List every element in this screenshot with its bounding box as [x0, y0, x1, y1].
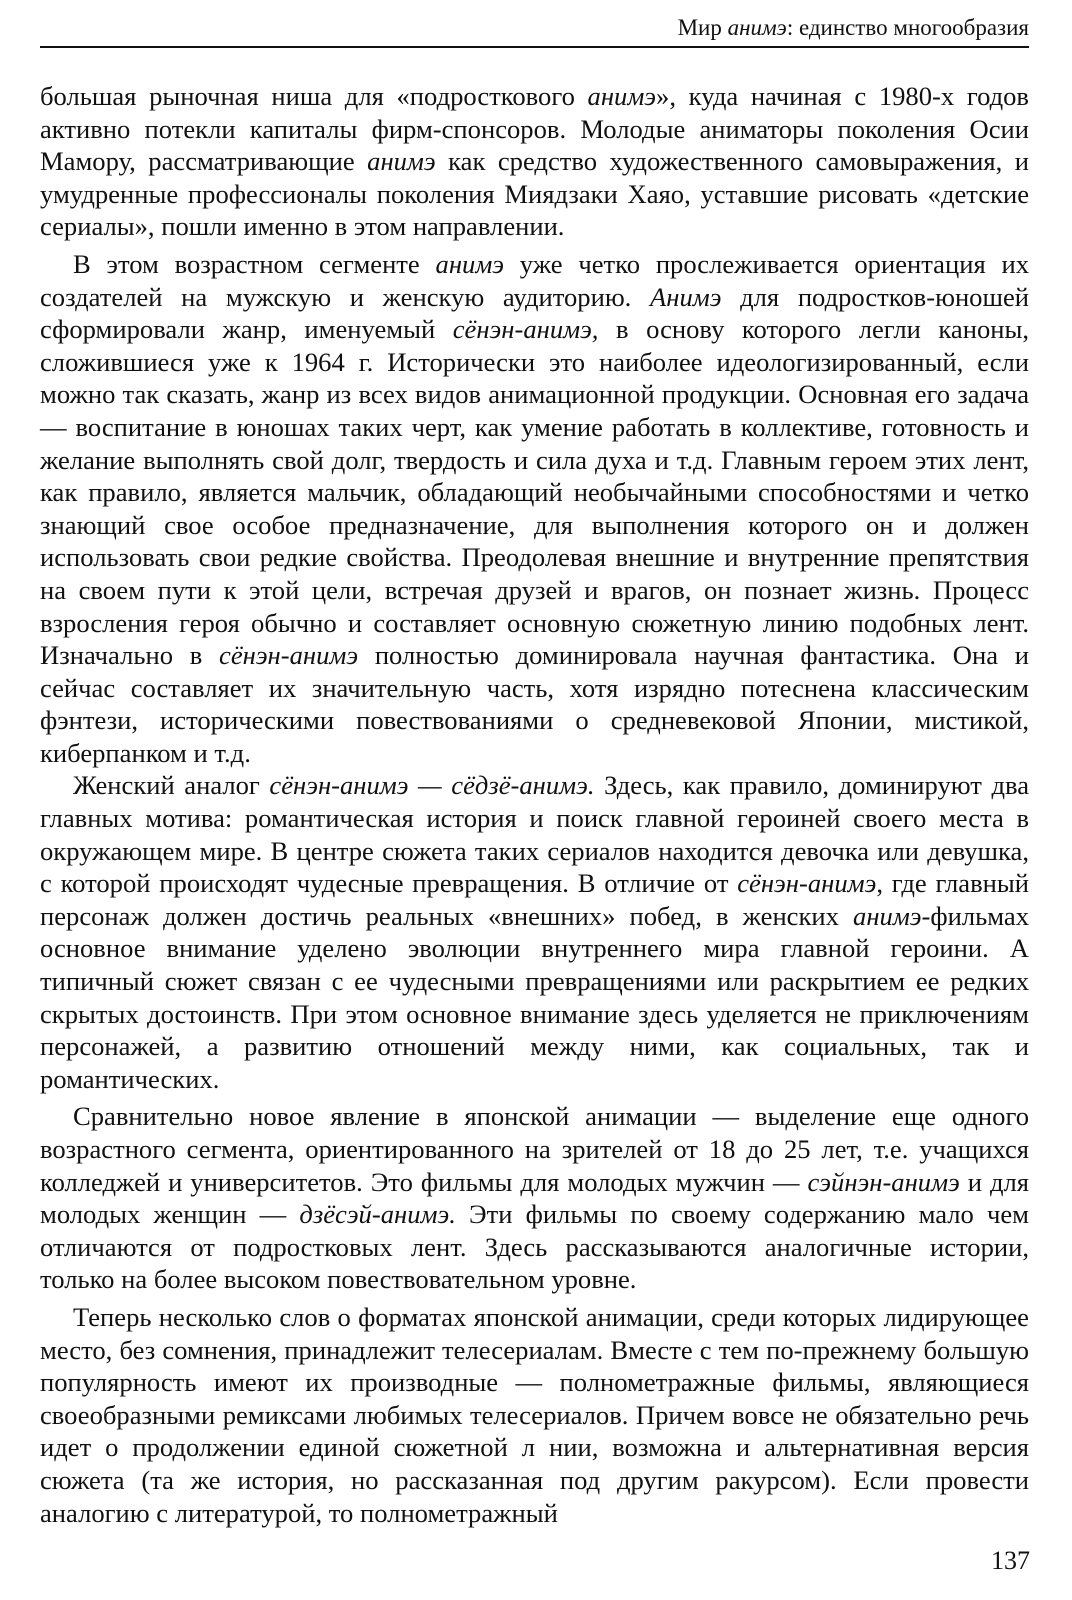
italic-term: анимэ	[367, 146, 436, 177]
running-header-italic-term: анимэ	[727, 15, 787, 40]
italic-term: сёнэн-анимэ,	[452, 314, 599, 345]
italic-term: сёнэн-анимэ	[219, 640, 359, 671]
running-header-suffix: : единство многообразия	[786, 15, 1029, 40]
italic-term: анимэ	[853, 900, 922, 931]
running-header	[40, 12, 1029, 48]
italic-term: сёнэн-анимэ	[737, 868, 877, 899]
italic-term: Анимэ	[650, 281, 722, 312]
paragraph-1: большая рыночная ниша для «подросткового анимэ», куда начиная с 1980-х годов активно потекли капиталы фирм-спонсоров. Молодые аниматоры поколения Осии Мамору, рассматривающие анимэ как средство художественного самовыражения, и умудренные профессионалы поколения Миядзаки Хаяо, уставшие рисовать «детские сериалы», пошли именно в этом направлении.	[40, 81, 1029, 242]
paragraph-5: Теперь несколько слов о форматах японской анимации, среди которых лидирующее место, без сомнения, принадлежит телесериалам. Вместе с тем по-прежнему большую популярность имеют их производные — полнометражные фильмы, являющиеся своеобразными ремиксами любимых телесериалов. Причем вовсе не обязательно речь идет о продолжении единой сюжетной л нии, возможна и альтернативная версия сюжета (та же история, но рассказанная под другим ракурсом). Если провести аналогию с литературой, то полнометражный	[40, 1301, 1029, 1528]
paragraph-3: Женский аналог сёнэн-анимэ — сёдзё-анимэ. Здесь, как правило, доминируют два главных мотива: романтическая история и поиск главной героиней своего места в окружающем мире. В центре сюжета таких сериалов находится девочка или девушка, с которой происходят чудесные превращения. В отличие от сёнэн-анимэ, где главный персонаж должен достичь реальных «внешних» побед, в женских анимэ-фильмах основное внимание уделено эволюции внутреннего мира главной героини. А типичный сюжет связан с ее чудесными превращениями или раскрытием ее редких скрытых достоинств. При этом основное внимание здесь уделяется не приключениям персонажей, а развитию отношений между ними, как социальных, так и романтических.	[40, 770, 1030, 1094]
paragraph-4: Сравнительно новое явление в японской анимации — выделение еще одного возрастного сегмента, ориентированного на зрителей от 18 до 25 лет, т.е. учащихся колледжей и университетов. Это фильмы для молодых мужчин — сэйнэн-анимэ и для молодых женщин — дзёсэй-анимэ. Эти фильмы по своему содержанию мало чем отличаются от подростковых лент. Здесь рассказываются аналогичные истории, только на более высоком повествовательном уровне.	[40, 1101, 1030, 1295]
italic-term: сёнэн-анимэ — сёдзё-анимэ.	[269, 770, 595, 801]
italic-term: анимэ	[435, 248, 505, 279]
italic-term: анимэ	[587, 81, 657, 111]
body-text	[40, 80, 1029, 1529]
paragraph-2: В этом возрастном сегменте анимэ уже четко прослеживается ориентация их создателей на мужскую и женскую аудиторию. Анимэ для подростков-юношей сформировали жанр, именуемый сёнэн-анимэ, в основу которого легли каноны, сложившиеся уже к 1964 г. Исторически это наиболее идеологизированный, если можно так сказать, жанр из всех видов анимационной продукции. Основная его задача — воспитание в юношах таких черт, как умение работать в коллективе, готовность и желание выполнять свой долг, твердость и сила духа и т.д. Главным героем этих лент, как правило, является мальчик, обладающий необычайными способностями и четко знающий свое особое предназначение, для выполнения которого он и должен использовать свои редкие свойства. Преодолевая внешние и внутренние препятствия на своем пути к этой цели, встречая друзей и врагов, он познает жизнь. Процесс взросления героя обычно и составляет основную сюжетную линию подобных лент. Изначально в сёнэн-анимэ полностью доминировала научная фантастика. Она и сейчас составляет их значительную часть, хотя изрядно потеснена классическим фэнтези, историческими повествованиями о средневековой Японии, мистикой, киберпанком и т.д.	[40, 248, 1029, 768]
page-number: 137	[991, 1546, 1030, 1575]
italic-term: сэйнэн-анимэ	[807, 1166, 960, 1197]
running-header-prefix: Мир	[677, 15, 728, 40]
italic-term: дзёсэй-анимэ.	[299, 1199, 456, 1230]
